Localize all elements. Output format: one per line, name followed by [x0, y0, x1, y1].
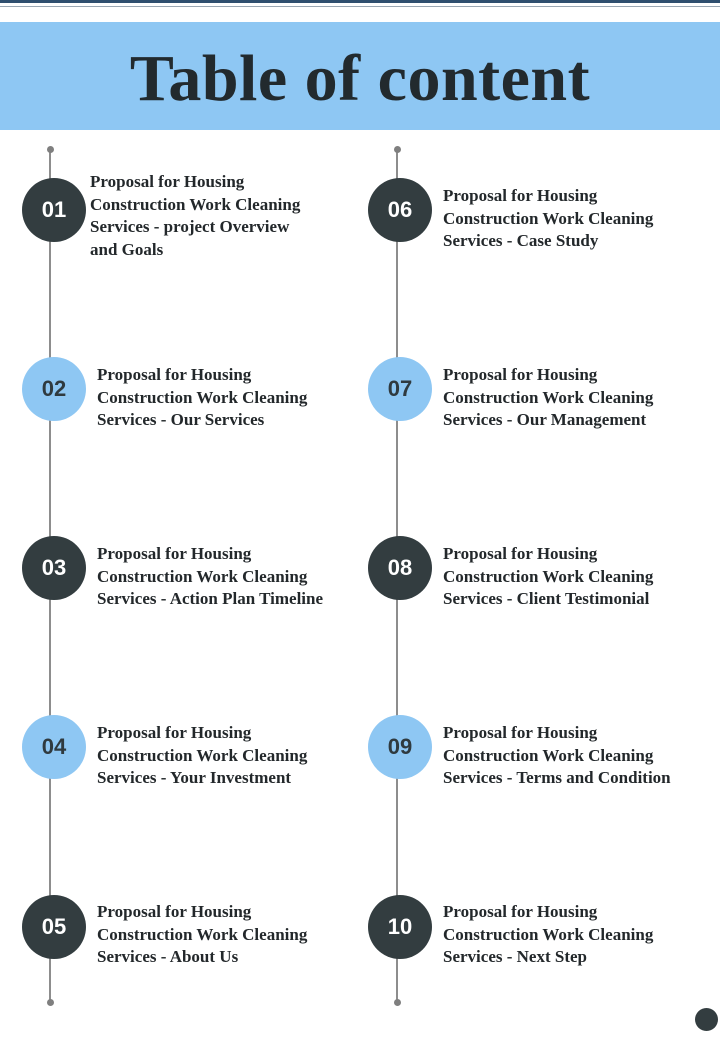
toc-entry-line: Construction Work Cleaning	[443, 387, 654, 407]
toc-entry-line: Proposal for Housing	[90, 172, 245, 191]
timeline-end-dot-right	[394, 999, 401, 1006]
toc-node-07: 07	[368, 357, 432, 421]
toc-entry-line: Proposal for Housing	[443, 902, 598, 921]
toc-entry-line: Services - project Overview	[90, 217, 290, 236]
toc-entry-line: Construction Work Cleaning	[97, 566, 308, 586]
toc-entry-03[interactable]	[97, 543, 323, 611]
toc-entry-08[interactable]	[443, 543, 653, 611]
toc-entry-line: Proposal for Housing	[443, 723, 598, 742]
toc-node-09: 09	[368, 715, 432, 779]
toc-entry-line: Services - Next Step	[443, 947, 587, 966]
toc-entry-line: Services - About Us	[97, 947, 239, 966]
toc-entry-02[interactable]	[97, 364, 307, 432]
toc-entry-line: Services - Client Testimonial	[443, 589, 650, 608]
toc-entry-line: Proposal for Housing	[97, 723, 252, 742]
toc-entry-line: Construction Work Cleaning	[443, 745, 654, 765]
timeline-start-dot-left	[47, 146, 54, 153]
toc-entry-line: Services - Action Plan Timeline	[97, 589, 324, 608]
toc-entry-line: Proposal for Housing	[97, 544, 252, 563]
toc-entry-line: Proposal for Housing	[443, 544, 598, 563]
toc-node-01: 01	[22, 178, 86, 242]
toc-entry-line: and Goals	[90, 239, 164, 259]
corner-dot-icon	[695, 1008, 718, 1031]
toc-entry-line: Construction Work Cleaning	[97, 745, 308, 765]
toc-entry-01[interactable]	[90, 171, 300, 261]
toc-entry-05[interactable]	[97, 901, 307, 969]
top-rule	[0, 0, 720, 3]
timeline-end-dot-left	[47, 999, 54, 1006]
toc-entry-line: Proposal for Housing	[97, 365, 252, 384]
top-rule-thin	[0, 6, 720, 7]
toc-entry-line: Construction Work Cleaning	[443, 208, 654, 228]
toc-entry-line: Services - Case Study	[443, 231, 599, 250]
page-title: Table of content	[129, 42, 591, 115]
toc-node-08: 08	[368, 536, 432, 600]
toc-entry-line: Services - Your Investment	[97, 768, 292, 787]
toc-entry-04[interactable]	[97, 722, 307, 790]
toc-node-06: 06	[368, 178, 432, 242]
toc-node-03: 03	[22, 536, 86, 600]
toc-entry-line: Services - Our Management	[443, 410, 647, 429]
timeline-start-dot-right	[394, 146, 401, 153]
toc-entry-line: Construction Work Cleaning	[97, 387, 308, 407]
toc-entry-line: Construction Work Cleaning	[443, 924, 654, 944]
toc-entry-09[interactable]	[443, 722, 671, 790]
toc-entry-line: Proposal for Housing	[443, 365, 598, 384]
toc-entry-07[interactable]	[443, 364, 653, 432]
toc-entry-line: Proposal for Housing	[97, 902, 252, 921]
toc-entry-06[interactable]	[443, 185, 653, 253]
toc-entry-line: Services - Terms and Condition	[443, 768, 671, 787]
toc-entry-line: Construction Work Cleaning	[443, 566, 654, 586]
toc-entry-line: Proposal for Housing	[443, 186, 598, 205]
toc-entry-line: Services - Our Services	[97, 410, 265, 429]
toc-node-10: 10	[368, 895, 432, 959]
toc-node-04: 04	[22, 715, 86, 779]
toc-node-05: 05	[22, 895, 86, 959]
toc-node-02: 02	[22, 357, 86, 421]
toc-entry-line: Construction Work Cleaning	[97, 924, 308, 944]
toc-entry-10[interactable]	[443, 901, 653, 969]
toc-entry-line: Construction Work Cleaning	[90, 194, 301, 214]
